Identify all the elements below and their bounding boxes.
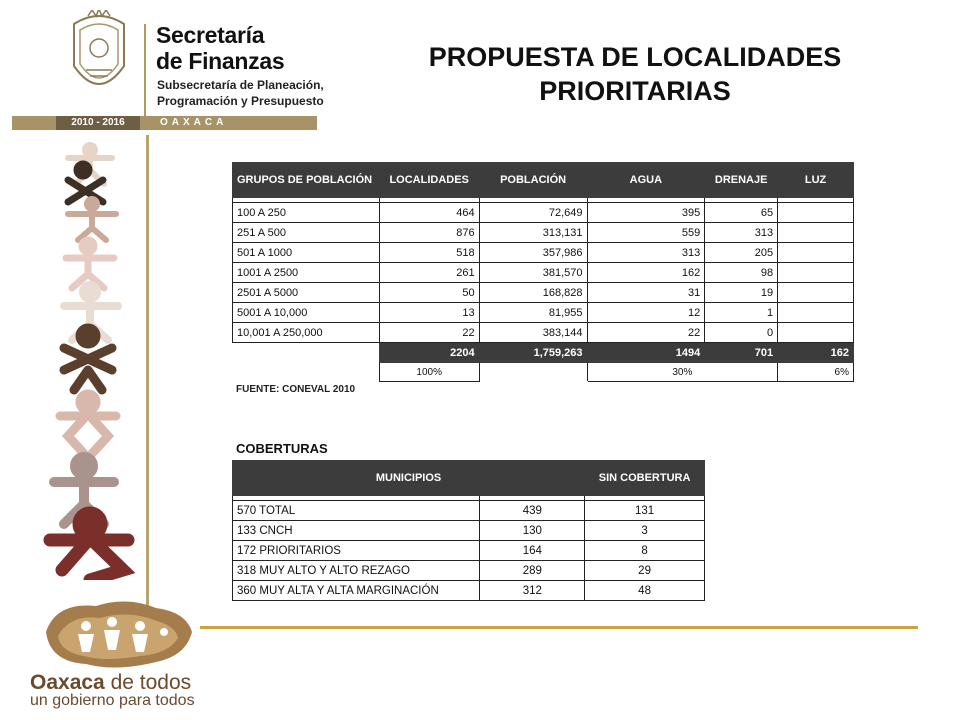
percent-row xyxy=(233,363,854,382)
page-title-line2: PRIORITARIAS xyxy=(539,76,731,106)
header-divider xyxy=(144,24,146,124)
footer-logo-word2: de todos xyxy=(110,671,192,694)
org-sub-line1: Subsecretaría de Planeación, xyxy=(157,78,324,92)
cell-agua: 313 xyxy=(587,243,705,263)
table-row xyxy=(233,263,854,283)
cell-municipio-label: 570 TOTAL xyxy=(233,501,480,521)
cell-municipio-label: 318 MUY ALTO Y ALTO REZAGO xyxy=(233,561,480,581)
header-state: OAXACA xyxy=(160,117,228,128)
cell-grupo: 100 A 250 xyxy=(233,203,380,223)
cell-municipio-label: 133 CNCH xyxy=(233,521,480,541)
table-header-row xyxy=(233,163,854,198)
cell-sin-cobertura: 131 xyxy=(585,501,705,521)
table-row xyxy=(233,521,705,541)
table-row xyxy=(233,323,854,343)
cell-municipio-value: 130 xyxy=(480,521,585,541)
cell-poblacion: 81,955 xyxy=(479,303,587,323)
org-name-line1: Secretaría xyxy=(156,22,265,48)
cell-municipio-label: 360 MUY ALTA Y ALTA MARGINACIÓN xyxy=(233,581,480,601)
cell-drenaje: 0 xyxy=(705,323,778,343)
header-years: 2010 - 2016 xyxy=(56,116,140,130)
cell-agua: 395 xyxy=(587,203,705,223)
bottom-rule xyxy=(200,626,918,629)
cell-agua: 559 xyxy=(587,223,705,243)
totals-row xyxy=(233,343,854,363)
cell-drenaje: 98 xyxy=(705,263,778,283)
cell-agua: 31 xyxy=(587,283,705,303)
cell-sin-cobertura: 48 xyxy=(585,581,705,601)
cell-localidades: 261 xyxy=(379,263,479,283)
cell-luz xyxy=(778,203,854,223)
percent-blank-poblacion xyxy=(479,363,587,382)
table-row xyxy=(233,223,854,243)
cell-municipio-value: 312 xyxy=(480,581,585,601)
footer-logo-line1 xyxy=(30,672,191,694)
localidades-table xyxy=(232,162,854,382)
cell-grupo: 501 A 1000 xyxy=(233,243,380,263)
cell-luz xyxy=(778,283,854,303)
cell-poblacion: 72,649 xyxy=(479,203,587,223)
cell-luz xyxy=(778,223,854,243)
table-row xyxy=(233,541,705,561)
col-header-agua: AGUA xyxy=(587,163,705,198)
state-crest-icon xyxy=(68,10,130,98)
col-header-municipios: MUNICIPIOS xyxy=(233,461,585,496)
footer-logo-word1: Oaxaca xyxy=(30,671,105,694)
cell-drenaje: 1 xyxy=(705,303,778,323)
cell-grupo: 251 A 500 xyxy=(233,223,380,243)
total-luz: 162 xyxy=(778,343,854,363)
oaxaca-map-logo-icon xyxy=(36,592,198,672)
col-header-luz: LUZ xyxy=(778,163,854,198)
table-row xyxy=(233,203,854,223)
cell-drenaje: 65 xyxy=(705,203,778,223)
col-header-drenaje: DRENAJE xyxy=(705,163,778,198)
page-title xyxy=(380,40,890,108)
cell-poblacion: 168,828 xyxy=(479,283,587,303)
col-header-sin-cobertura: SIN COBERTURA xyxy=(585,461,705,496)
cell-drenaje: 205 xyxy=(705,243,778,263)
cell-luz xyxy=(778,263,854,283)
percent-agua: 30% xyxy=(587,363,778,382)
table-row xyxy=(233,501,705,521)
table-row xyxy=(233,283,854,303)
percent-blank xyxy=(233,363,380,382)
col-header-poblacion: POBLACIÓN xyxy=(479,163,587,198)
table-row xyxy=(233,581,705,601)
cell-agua: 162 xyxy=(587,263,705,283)
cell-poblacion: 357,986 xyxy=(479,243,587,263)
cell-agua: 22 xyxy=(587,323,705,343)
percent-localidades: 100% xyxy=(379,363,479,382)
table-row xyxy=(233,243,854,263)
table-header-row xyxy=(233,461,705,496)
cell-localidades: 518 xyxy=(379,243,479,263)
total-poblacion: 1,759,263 xyxy=(479,343,587,363)
col-header-grupos: GRUPOS DE POBLACIÓN xyxy=(233,163,380,198)
cell-municipio-value: 289 xyxy=(480,561,585,581)
col-header-localidades: LOCALIDADES xyxy=(379,163,479,198)
cell-grupo: 5001 A 10,000 xyxy=(233,303,380,323)
cell-grupo: 2501 A 5000 xyxy=(233,283,380,303)
total-agua: 1494 xyxy=(587,343,705,363)
cell-luz xyxy=(778,323,854,343)
coberturas-table xyxy=(232,460,705,601)
cell-luz xyxy=(778,243,854,263)
cell-agua: 12 xyxy=(587,303,705,323)
cell-drenaje: 19 xyxy=(705,283,778,303)
coberturas-title: COBERTURAS xyxy=(236,441,328,456)
cell-sin-cobertura: 8 xyxy=(585,541,705,561)
cell-sin-cobertura: 3 xyxy=(585,521,705,541)
cell-poblacion: 313,131 xyxy=(479,223,587,243)
footer-logo-line2: un gobierno para todos xyxy=(30,692,195,709)
page-title-line1: PROPUESTA DE LOCALIDADES xyxy=(428,42,842,72)
total-localidades: 2204 xyxy=(379,343,479,363)
cell-localidades: 22 xyxy=(379,323,479,343)
org-name-line2: de Finanzas xyxy=(156,48,285,74)
total-drenaje: 701 xyxy=(705,343,778,363)
cell-municipio-value: 439 xyxy=(480,501,585,521)
cell-municipio-label: 172 PRIORITARIOS xyxy=(233,541,480,561)
percent-luz: 6% xyxy=(778,363,854,382)
org-sub-line2: Programación y Presupuesto xyxy=(157,94,324,108)
cell-sin-cobertura: 29 xyxy=(585,561,705,581)
people-chain-decoration xyxy=(28,140,153,580)
cell-poblacion: 381,570 xyxy=(479,263,587,283)
cell-localidades: 13 xyxy=(379,303,479,323)
totals-blank xyxy=(233,343,380,363)
cell-localidades: 464 xyxy=(379,203,479,223)
cell-drenaje: 313 xyxy=(705,223,778,243)
cell-localidades: 50 xyxy=(379,283,479,303)
cell-grupo: 1001 A 2500 xyxy=(233,263,380,283)
cell-municipio-value: 164 xyxy=(480,541,585,561)
source-note: FUENTE: CONEVAL 2010 xyxy=(236,384,356,395)
cell-luz xyxy=(778,303,854,323)
cell-poblacion: 383,144 xyxy=(479,323,587,343)
table-row xyxy=(233,561,705,581)
cell-grupo: 10,001 A 250,000 xyxy=(233,323,380,343)
table-row xyxy=(233,303,854,323)
cell-localidades: 876 xyxy=(379,223,479,243)
